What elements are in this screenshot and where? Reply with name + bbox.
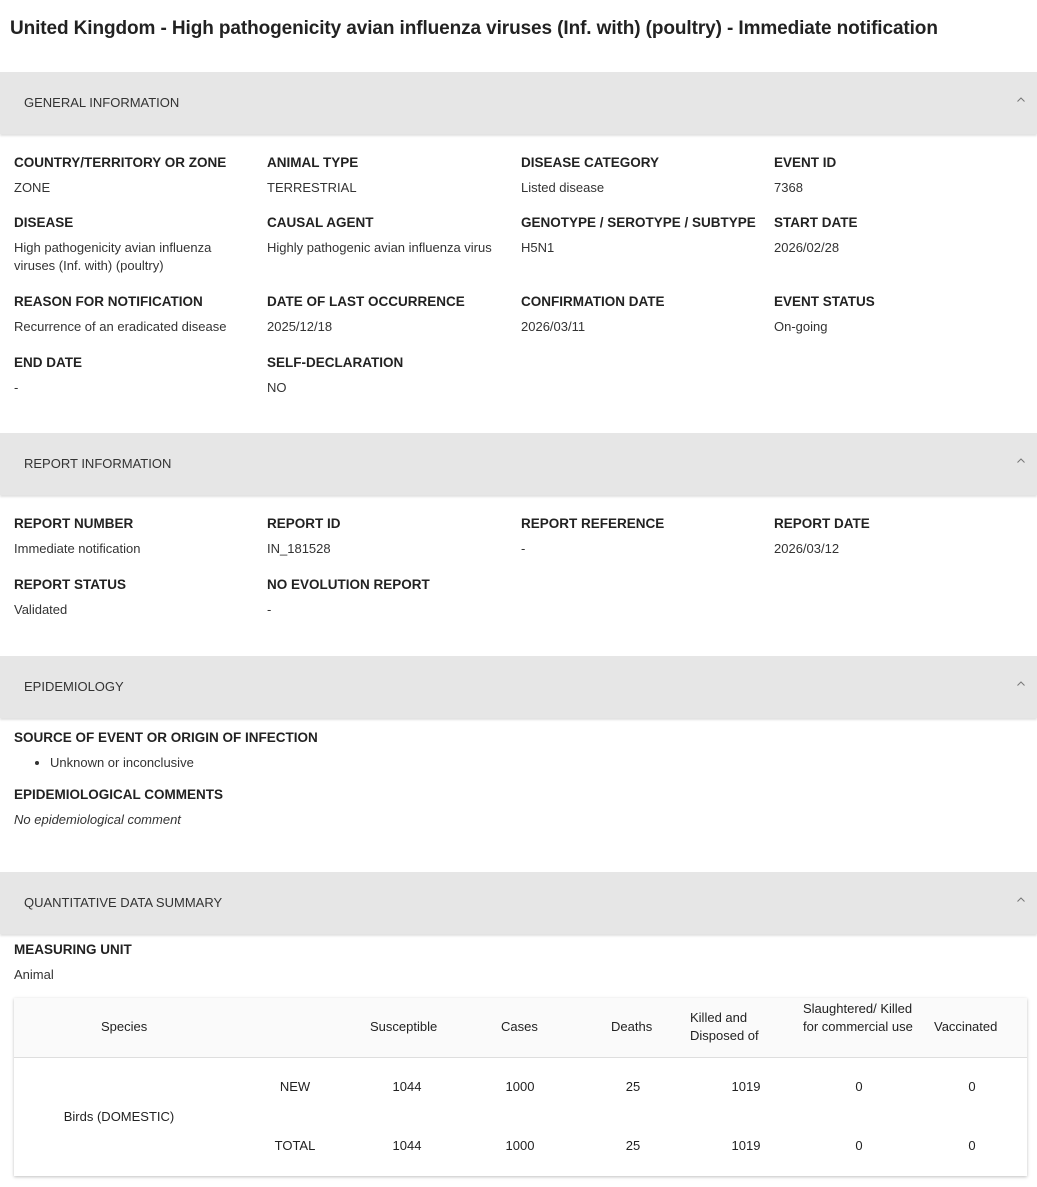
field-value: Validated (14, 602, 68, 617)
field-label: CAUSAL AGENT (267, 215, 374, 230)
epi-comments-block (14, 786, 223, 829)
epi-comments-label: EPIDEMIOLOGICAL COMMENTS (14, 787, 224, 802)
field-label: REPORT ID (267, 516, 341, 531)
section-title-quantitative: QUANTITATIVE DATA SUMMARY (24, 895, 223, 910)
field-end-date (14, 354, 264, 397)
section-title-report: REPORT INFORMATION (24, 456, 172, 471)
row-type-new: NEW (279, 1079, 311, 1094)
field-value: NO (267, 380, 287, 395)
epi-source-list (14, 754, 318, 772)
column-header-killed: Killed and Disposed of (690, 1010, 759, 1043)
field-value: H5N1 (521, 240, 555, 255)
field-label: START DATE (774, 215, 858, 230)
cell-susceptible: 1044 (392, 1138, 422, 1153)
measuring-unit-block (14, 941, 132, 984)
field-label: EVENT STATUS (774, 294, 875, 309)
field-value: High pathogenicity avian influenza viruses (Inf. with) (poultry) (14, 240, 212, 273)
field-value: Highly pathogenic avian influenza virus (267, 240, 492, 255)
field-label: DISEASE (14, 215, 74, 230)
section-header-quantitative[interactable] (0, 872, 1037, 934)
chevron-up-icon[interactable] (1015, 455, 1027, 467)
field-value: 7368 (774, 180, 803, 195)
column-header-vaccinated: Vaccinated (934, 1019, 998, 1034)
cell-deaths: 25 (625, 1138, 641, 1153)
measuring-unit-value: Animal (14, 967, 54, 982)
field-no-evolution-report (267, 576, 517, 619)
section-header-report[interactable] (0, 433, 1037, 495)
column-header-cases: Cases (501, 1019, 538, 1034)
measuring-unit-label: MEASURING UNIT (14, 942, 132, 957)
field-disease-category (521, 154, 771, 197)
column-header-species: Species (101, 1019, 148, 1034)
row-type-total: TOTAL (274, 1138, 316, 1153)
cell-slaughtered: 0 (855, 1079, 863, 1094)
cell-susceptible: 1044 (392, 1079, 422, 1094)
field-reason-notification (14, 293, 264, 336)
field-value: - (521, 541, 526, 556)
field-value: Immediate notification (14, 541, 141, 556)
column-header-deaths: Deaths (611, 1019, 653, 1034)
field-label: REPORT REFERENCE (521, 516, 665, 531)
cell-slaughtered: 0 (855, 1138, 863, 1153)
epi-source-label: SOURCE OF EVENT OR ORIGIN OF INFECTION (14, 730, 318, 745)
epi-source-block (14, 729, 318, 772)
field-value: 2025/12/18 (267, 319, 333, 334)
cell-vaccinated: 0 (968, 1079, 976, 1094)
cell-killed: 1019 (731, 1138, 761, 1153)
field-label: GENOTYPE / SEROTYPE / SUBTYPE (521, 215, 756, 230)
field-genotype (521, 214, 771, 257)
field-disease (14, 214, 249, 275)
cell-killed: 1019 (731, 1079, 761, 1094)
species-name: Birds (DOMESTIC) (63, 1109, 175, 1124)
chevron-up-icon[interactable] (1015, 94, 1027, 106)
column-header-slaughtered: Slaughtered/ Killed for commercial use (803, 1001, 913, 1034)
field-label: ANIMAL TYPE (267, 155, 359, 170)
field-report-status (14, 576, 264, 619)
cell-cases: 1000 (505, 1079, 535, 1094)
field-label: REPORT DATE (774, 516, 870, 531)
field-value: - (14, 380, 19, 395)
field-label: SELF-DECLARATION (267, 355, 404, 370)
field-start-date (774, 214, 1024, 257)
field-label: CONFIRMATION DATE (521, 294, 665, 309)
field-label: REPORT NUMBER (14, 516, 134, 531)
field-report-reference (521, 515, 771, 558)
field-label: COUNTRY/TERRITORY OR ZONE (14, 155, 227, 170)
chevron-up-icon[interactable] (1015, 678, 1027, 690)
field-label: EVENT ID (774, 155, 837, 170)
field-report-date (774, 515, 1024, 558)
field-value: 2026/03/11 (521, 319, 586, 334)
section-title-general: GENERAL INFORMATION (24, 95, 180, 110)
field-label: DISEASE CATEGORY (521, 155, 660, 170)
field-value: On-going (774, 319, 828, 334)
field-value: 2026/02/28 (774, 240, 840, 255)
field-label: DATE OF LAST OCCURRENCE (267, 294, 465, 309)
field-label: END DATE (14, 355, 83, 370)
field-label: NO EVOLUTION REPORT (267, 577, 430, 592)
quantitative-table (14, 998, 1027, 1176)
cell-cases: 1000 (505, 1138, 535, 1153)
field-event-id (774, 154, 1024, 197)
field-label: REASON FOR NOTIFICATION (14, 294, 203, 309)
field-animal-type (267, 154, 517, 197)
field-report-id (267, 515, 517, 558)
field-value: Recurrence of an eradicated disease (14, 319, 227, 334)
cell-deaths: 25 (625, 1079, 641, 1094)
field-value: IN_181528 (267, 541, 331, 556)
field-value: Listed disease (521, 180, 605, 195)
field-country-zone (14, 154, 264, 197)
field-label: REPORT STATUS (14, 577, 127, 592)
epi-comments-value: No epidemiological comment (14, 812, 181, 827)
section-header-epidemiology[interactable] (0, 656, 1037, 718)
field-confirmation-date (521, 293, 771, 336)
section-header-general[interactable] (0, 72, 1037, 134)
section-title-epidemiology: EPIDEMIOLOGY (24, 679, 124, 694)
list-item: • Unknown or inconclusive (50, 754, 318, 772)
field-event-status (774, 293, 1024, 336)
table-header (14, 998, 1027, 1058)
cell-vaccinated: 0 (968, 1138, 976, 1153)
field-value: 2026/03/12 (774, 541, 840, 556)
field-value: TERRESTRIAL (267, 180, 357, 195)
field-value: - (267, 602, 272, 617)
field-report-number (14, 515, 264, 558)
field-causal-agent (267, 214, 517, 257)
chevron-up-icon[interactable] (1015, 894, 1027, 906)
field-self-declaration (267, 354, 517, 397)
field-value: ZONE (14, 180, 51, 195)
column-header-susceptible: Susceptible (370, 1019, 438, 1034)
page-title: United Kingdom - High pathogenicity avian influenza viruses (Inf. with) (poultry) - Immediate notification (10, 18, 938, 39)
field-last-occurrence (267, 293, 517, 336)
